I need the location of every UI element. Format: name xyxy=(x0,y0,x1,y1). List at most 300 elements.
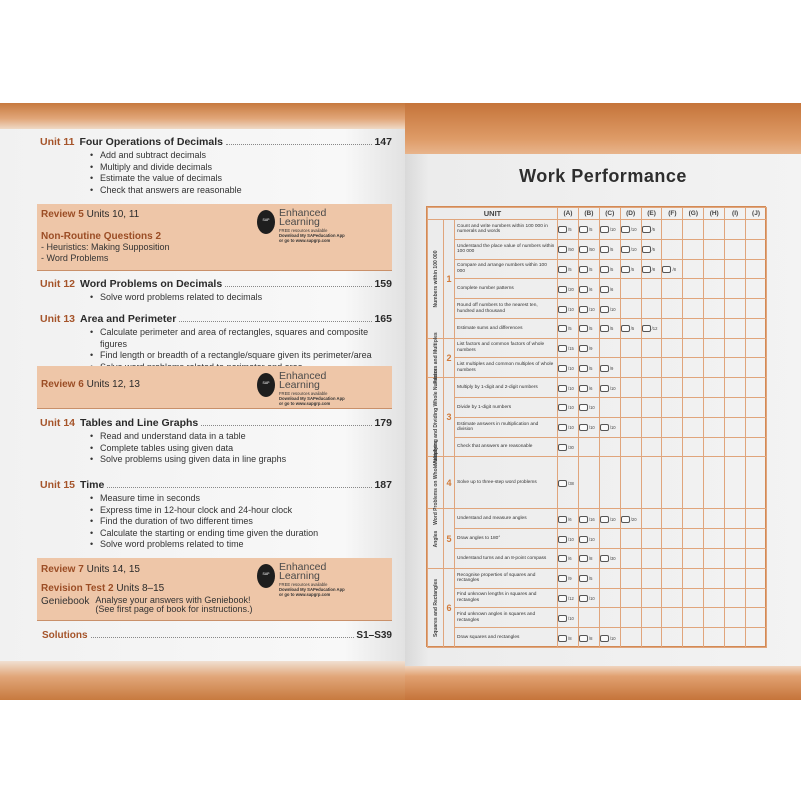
score-mark xyxy=(579,595,595,602)
review-units: Units 14, 15 xyxy=(86,564,140,575)
score-cell xyxy=(725,568,746,588)
score-cell xyxy=(620,259,641,279)
score-box[interactable] xyxy=(600,385,609,392)
score-box[interactable] xyxy=(579,575,588,582)
score-box[interactable] xyxy=(579,385,588,392)
toc-solutions xyxy=(42,630,392,641)
score-cell xyxy=(704,338,725,358)
score-box[interactable] xyxy=(558,286,567,293)
score-box[interactable] xyxy=(600,365,609,372)
score-cell xyxy=(704,259,725,279)
score-cell xyxy=(746,220,767,240)
score-cell xyxy=(558,299,579,319)
enhanced-goto: or go to www.sapgrp.com xyxy=(279,592,331,597)
score-box[interactable] xyxy=(558,266,567,273)
score-box[interactable] xyxy=(600,266,609,273)
objective-cell: Divide by 1-digit numbers xyxy=(455,398,558,418)
score-mark xyxy=(600,266,614,273)
score-cell xyxy=(599,358,620,378)
score-cell xyxy=(578,279,599,299)
score-cell xyxy=(578,588,599,608)
score-cell xyxy=(558,568,579,588)
score-cell xyxy=(641,299,662,319)
score-box[interactable] xyxy=(600,226,609,233)
score-cell xyxy=(599,437,620,457)
score-box[interactable] xyxy=(600,246,609,253)
score-box[interactable] xyxy=(558,306,567,313)
objective-item: • Express time in 12-hour clock and 24-hour clock xyxy=(90,505,392,517)
score-cell xyxy=(662,568,683,588)
score-cell xyxy=(578,378,599,398)
enhanced-download: Download My SAPeducation App xyxy=(279,587,345,592)
objective-item: • Calculate perimeter and area of rectangles, squares and composite figures xyxy=(90,327,392,350)
score-box[interactable] xyxy=(600,635,609,642)
score-box[interactable] xyxy=(558,345,567,352)
score-mark xyxy=(579,365,593,372)
work-performance-title: Work Performance xyxy=(519,166,687,186)
score-cell xyxy=(704,398,725,418)
score-cell xyxy=(725,509,746,529)
score-cell xyxy=(620,338,641,358)
enhanced-title-2: Learning xyxy=(279,216,320,228)
score-mark xyxy=(558,286,574,293)
score-cell xyxy=(704,548,725,568)
score-cell xyxy=(662,338,683,358)
score-box[interactable] xyxy=(558,226,567,233)
objective-item: • Solve problems using given data in line graphs xyxy=(90,454,392,466)
score-cell xyxy=(578,417,599,437)
score-cell xyxy=(725,437,746,457)
score-cell xyxy=(599,457,620,509)
score-box[interactable] xyxy=(558,480,567,487)
score-box[interactable] xyxy=(621,226,630,233)
score-cell xyxy=(558,338,579,358)
score-cell xyxy=(599,509,620,529)
score-box[interactable] xyxy=(621,246,630,253)
score-total: /16 xyxy=(588,516,595,522)
score-box[interactable] xyxy=(579,306,588,313)
table-row xyxy=(428,378,767,398)
score-box[interactable] xyxy=(579,246,588,253)
score-box[interactable] xyxy=(558,424,567,431)
column-header: (C) xyxy=(599,208,620,220)
enhanced-title-2: Learning xyxy=(279,570,320,582)
score-mark xyxy=(600,516,616,523)
score-total: /30 xyxy=(609,556,616,562)
objective-item: • Complete tables using given data xyxy=(90,443,392,455)
score-cell xyxy=(662,588,683,608)
score-box[interactable] xyxy=(558,635,567,642)
score-total: /8 xyxy=(568,635,572,641)
score-cell xyxy=(746,378,767,398)
score-cell xyxy=(599,220,620,240)
unit-number: Unit 14 xyxy=(40,417,76,429)
score-cell xyxy=(746,568,767,588)
objective-cell: List multiples and common multiples of whole numbers xyxy=(455,358,558,378)
score-cell xyxy=(620,437,641,457)
objective-item: • Solve word problems related to time xyxy=(90,539,392,551)
score-cell xyxy=(746,529,767,549)
unit-number-cell: 4 xyxy=(444,457,455,509)
score-mark xyxy=(579,246,595,253)
score-box[interactable] xyxy=(558,365,567,372)
score-total: /10 xyxy=(568,405,574,411)
geniebook-label: Geniebook xyxy=(41,596,90,607)
score-cell xyxy=(641,259,662,279)
score-box[interactable] xyxy=(579,424,588,431)
table-row xyxy=(428,338,767,358)
unit-number: Unit 11 xyxy=(40,136,75,148)
objective-cell: Round off numbers to the nearest ten, hundred and thousand xyxy=(455,299,558,319)
score-box[interactable] xyxy=(600,306,609,313)
score-cell xyxy=(746,628,767,648)
score-box[interactable] xyxy=(558,325,567,332)
score-cell xyxy=(725,529,746,549)
table-row xyxy=(428,628,767,648)
score-cell xyxy=(704,608,725,628)
category-label: Word Problems on Whole Numbers xyxy=(432,440,439,525)
score-total: /10 xyxy=(568,425,574,431)
score-mark xyxy=(558,306,574,313)
score-box[interactable] xyxy=(558,385,567,392)
score-box[interactable] xyxy=(579,635,588,642)
unit-number-cell: 6 xyxy=(444,568,455,647)
score-box[interactable] xyxy=(579,536,588,543)
score-cell xyxy=(558,398,579,418)
score-total: /10 xyxy=(588,425,595,431)
score-cell xyxy=(725,398,746,418)
objective-cell: Recognise properties of squares and rectangles xyxy=(455,568,558,588)
score-cell xyxy=(662,259,683,279)
enhanced-title-2: Learning xyxy=(279,379,320,391)
score-cell xyxy=(578,608,599,628)
unit-number-cell: 2 xyxy=(444,338,455,378)
score-mark xyxy=(558,444,574,451)
score-mark xyxy=(558,385,574,392)
score-cell xyxy=(683,398,704,418)
score-total: /10 xyxy=(630,247,637,253)
score-total: /12 xyxy=(568,595,574,601)
score-cell xyxy=(641,398,662,418)
geniebook-line: (See first page of book for instructions.) xyxy=(95,604,253,614)
score-mark xyxy=(558,246,574,253)
page-top-band xyxy=(0,103,405,129)
score-mark xyxy=(621,246,637,253)
score-mark xyxy=(642,266,656,273)
review-label: Review 5 xyxy=(41,209,84,220)
score-cell xyxy=(641,279,662,299)
score-cell xyxy=(662,299,683,319)
table-row xyxy=(428,239,767,259)
score-total: /10 xyxy=(609,227,616,233)
score-cell xyxy=(578,548,599,568)
score-box[interactable] xyxy=(558,404,567,411)
score-box[interactable] xyxy=(558,575,567,582)
review-units: Units 12, 13 xyxy=(86,379,140,390)
score-cell xyxy=(558,239,579,259)
score-box[interactable] xyxy=(558,444,567,451)
score-box[interactable] xyxy=(558,536,567,543)
score-cell xyxy=(578,568,599,588)
enhanced-goto: or go to www.sapgrp.com xyxy=(279,401,331,406)
score-cell xyxy=(620,548,641,568)
score-cell xyxy=(662,378,683,398)
score-total: /5 xyxy=(588,326,593,332)
score-total: /6 xyxy=(588,385,593,391)
score-cell xyxy=(620,588,641,608)
score-box[interactable] xyxy=(579,404,588,411)
nrq-line: - Word Problems xyxy=(41,253,109,263)
score-total: /5 xyxy=(609,266,614,272)
score-total: /8 xyxy=(651,266,656,272)
score-total: /10 xyxy=(630,227,637,233)
enhanced-title-1: Enhanced xyxy=(279,370,327,382)
score-cell xyxy=(746,239,767,259)
score-cell xyxy=(620,279,641,299)
enhanced-title-1: Enhanced xyxy=(279,561,327,573)
toc-unit-13 xyxy=(40,313,392,373)
objective-cell: Complete number patterns xyxy=(455,279,558,299)
objective-cell: Understand the place value of numbers within 100 000 xyxy=(455,239,558,259)
score-cell xyxy=(620,568,641,588)
score-cell xyxy=(578,628,599,648)
score-box[interactable] xyxy=(579,595,588,602)
score-box[interactable] xyxy=(558,615,567,622)
score-mark xyxy=(558,424,574,431)
column-header: (F) xyxy=(662,208,683,220)
score-total: /10 xyxy=(568,536,574,542)
score-total: /8 xyxy=(672,266,676,272)
score-cell xyxy=(599,318,620,338)
dot-leader xyxy=(107,487,372,488)
score-box[interactable] xyxy=(642,266,651,273)
score-cell xyxy=(620,299,641,319)
category-cell xyxy=(428,509,444,568)
score-cell xyxy=(599,417,620,437)
review-label: Review 7 xyxy=(41,564,84,575)
score-cell xyxy=(683,318,704,338)
score-cell xyxy=(746,318,767,338)
score-cell xyxy=(746,509,767,529)
toc-unit-heading xyxy=(40,417,392,429)
score-cell xyxy=(558,437,579,457)
score-mark xyxy=(579,424,595,431)
score-total: /5 xyxy=(588,365,593,371)
solutions-label: Solutions xyxy=(42,630,88,641)
column-header: (E) xyxy=(641,208,662,220)
score-cell xyxy=(683,437,704,457)
category-label: Squares and Rectangles xyxy=(432,578,439,637)
objective-cell: Check that answers are reasonable xyxy=(455,437,558,457)
score-cell xyxy=(578,457,599,509)
score-cell xyxy=(725,338,746,358)
objective-item: • Find the duration of two different times xyxy=(90,516,392,528)
score-cell xyxy=(746,608,767,628)
score-box[interactable] xyxy=(579,226,588,233)
score-box[interactable] xyxy=(579,345,588,352)
score-box[interactable] xyxy=(600,424,609,431)
score-cell xyxy=(641,529,662,549)
score-cell xyxy=(558,259,579,279)
column-header: (I) xyxy=(725,208,746,220)
score-cell xyxy=(704,457,725,509)
score-box[interactable] xyxy=(558,555,567,562)
objective-cell: Estimate answers in multiplication and division xyxy=(455,417,558,437)
score-cell xyxy=(725,548,746,568)
unit-page: 165 xyxy=(374,313,392,325)
review-units: Units 10, 11 xyxy=(86,209,140,220)
score-cell xyxy=(725,318,746,338)
score-cell xyxy=(599,568,620,588)
score-mark xyxy=(579,345,593,352)
sap-badge-icon: SAP xyxy=(257,210,275,234)
score-mark xyxy=(579,404,595,411)
score-box[interactable] xyxy=(621,266,630,273)
toc-unit-heading xyxy=(40,278,392,290)
score-total: /30 xyxy=(568,444,574,450)
score-total: /10 xyxy=(588,405,595,411)
score-cell xyxy=(683,457,704,509)
objective-cell: Understand turns and an 8-point compass xyxy=(455,548,558,568)
score-total: /6 xyxy=(609,286,614,292)
score-total: /50 xyxy=(588,247,595,253)
score-box[interactable] xyxy=(558,595,567,602)
score-cell xyxy=(641,318,662,338)
score-mark xyxy=(621,266,635,273)
score-box[interactable] xyxy=(600,286,609,293)
score-box[interactable] xyxy=(579,266,588,273)
score-cell xyxy=(704,509,725,529)
score-cell xyxy=(725,220,746,240)
score-box[interactable] xyxy=(621,325,630,332)
score-box[interactable] xyxy=(579,365,588,372)
unit-number-cell: 1 xyxy=(444,220,455,339)
score-cell xyxy=(725,417,746,437)
score-cell xyxy=(641,239,662,259)
score-cell xyxy=(704,529,725,549)
score-mark xyxy=(558,480,574,487)
score-cell xyxy=(725,628,746,648)
score-total: /6 xyxy=(568,516,572,522)
score-cell xyxy=(641,338,662,358)
score-total: /10 xyxy=(609,425,616,431)
score-cell xyxy=(662,358,683,378)
score-total: /10 xyxy=(568,365,574,371)
column-header: (H) xyxy=(704,208,725,220)
score-cell xyxy=(683,358,704,378)
score-cell xyxy=(578,239,599,259)
score-mark xyxy=(558,536,574,543)
score-box[interactable] xyxy=(600,325,609,332)
score-cell xyxy=(725,299,746,319)
objective-item: • Multiply and divide decimals xyxy=(90,162,392,174)
table-row xyxy=(428,529,767,549)
enhanced-free: FREE resources available xyxy=(279,582,328,587)
score-mark xyxy=(579,325,593,332)
score-mark xyxy=(558,575,572,582)
score-cell xyxy=(683,299,704,319)
score-cell xyxy=(725,457,746,509)
table-row xyxy=(428,457,767,509)
score-box[interactable] xyxy=(600,555,609,562)
score-cell xyxy=(620,608,641,628)
score-cell xyxy=(620,358,641,378)
score-cell xyxy=(599,608,620,628)
score-mark xyxy=(558,516,572,523)
score-cell xyxy=(641,457,662,509)
score-box[interactable] xyxy=(600,516,609,523)
score-cell xyxy=(704,568,725,588)
score-cell xyxy=(704,378,725,398)
score-cell xyxy=(683,338,704,358)
score-total: /10 xyxy=(609,306,616,312)
score-cell xyxy=(641,588,662,608)
score-cell xyxy=(620,398,641,418)
review-label: Review 6 xyxy=(41,379,84,390)
score-cell xyxy=(662,628,683,648)
score-total: /6 xyxy=(568,556,572,562)
score-cell xyxy=(578,437,599,457)
score-mark xyxy=(600,635,616,642)
score-cell xyxy=(704,318,725,338)
score-total: /10 xyxy=(609,385,616,391)
score-cell xyxy=(662,318,683,338)
score-box[interactable] xyxy=(579,516,588,523)
page-bottom-band xyxy=(0,661,405,700)
score-box[interactable] xyxy=(642,325,651,332)
score-cell xyxy=(578,220,599,240)
score-total: /10 xyxy=(609,516,616,522)
objective-item: • Measure time in seconds xyxy=(90,493,392,505)
score-box[interactable] xyxy=(558,246,567,253)
score-cell xyxy=(704,417,725,437)
table-body xyxy=(428,220,767,648)
score-cell xyxy=(683,279,704,299)
score-box[interactable] xyxy=(642,246,651,253)
table-row xyxy=(428,279,767,299)
score-cell xyxy=(599,628,620,648)
score-cell xyxy=(578,509,599,529)
table-header-row xyxy=(428,208,767,220)
page-bottom-band xyxy=(405,666,801,700)
score-mark xyxy=(558,365,574,372)
toc-unit-14 xyxy=(40,417,392,466)
score-box[interactable] xyxy=(558,516,567,523)
table-row xyxy=(428,568,767,588)
score-cell xyxy=(558,588,579,608)
score-cell xyxy=(683,628,704,648)
score-cell xyxy=(578,338,599,358)
score-mark xyxy=(579,575,593,582)
score-cell xyxy=(620,457,641,509)
score-box[interactable] xyxy=(621,516,630,523)
objective-cell: Draw angles to 180° xyxy=(455,529,558,549)
score-total: /10 xyxy=(568,385,574,391)
score-total: /10 xyxy=(568,306,574,312)
score-cell xyxy=(620,628,641,648)
sap-badge-icon: SAP xyxy=(257,373,275,397)
objective-item: • Check that answers are reasonable xyxy=(90,185,392,197)
score-cell xyxy=(599,299,620,319)
table-row xyxy=(428,437,767,457)
score-cell xyxy=(558,608,579,628)
score-box[interactable] xyxy=(642,226,651,233)
score-box[interactable] xyxy=(579,325,588,332)
score-box[interactable] xyxy=(662,266,671,273)
score-box[interactable] xyxy=(579,286,588,293)
score-box[interactable] xyxy=(579,555,588,562)
table-row xyxy=(428,318,767,338)
